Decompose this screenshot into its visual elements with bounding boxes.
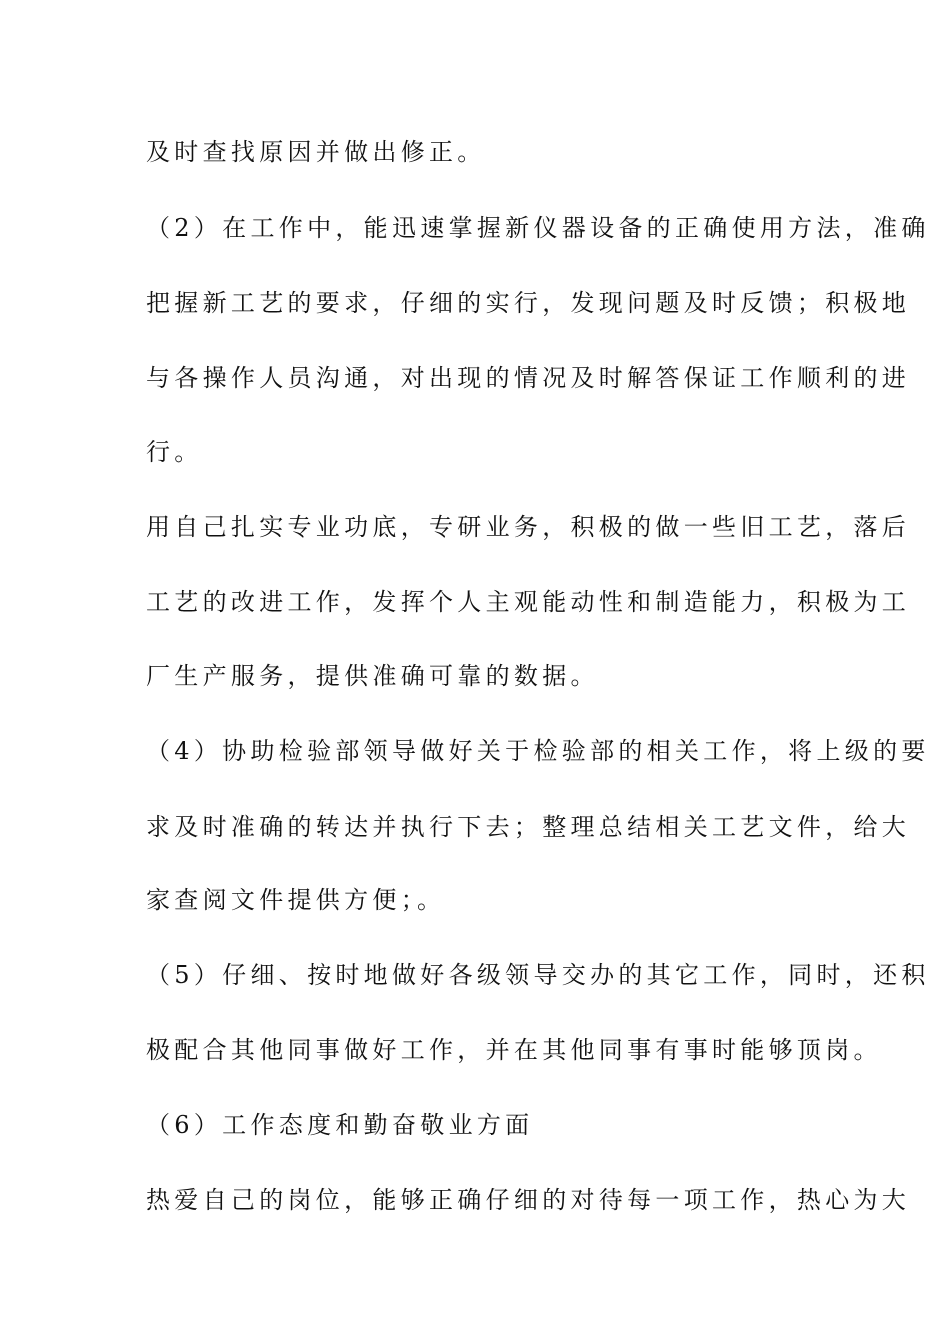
- paragraph-line: （5）仔细、按时地做好各级领导交办的其它工作，同时，还积: [146, 961, 930, 989]
- paragraph-line: 及时查找原因并做出修正。: [146, 138, 486, 166]
- paragraph-line: 与各操作人员沟通，对出现的情况及时解答保证工作顺利的进: [146, 364, 911, 392]
- paragraph-line: 极配合其他同事做好工作，并在其他同事有事时能够顶岗。: [146, 1036, 882, 1064]
- paragraph-line: 热爱自己的岗位，能够正确仔细的对待每一项工作，热心为大: [146, 1186, 911, 1214]
- paragraph-line: 工艺的改进工作，发挥个人主观能动性和制造能力，积极为工: [146, 588, 911, 616]
- paragraph-line: 把握新工艺的要求，仔细的实行，发现问题及时反馈；积极地: [146, 289, 911, 317]
- paragraph-line: 用自己扎实专业功底，专研业务，积极的做一些旧工艺，落后: [146, 513, 911, 541]
- paragraph-line: （6）工作态度和勤奋敬业方面: [146, 1111, 534, 1139]
- paragraph-line: 求及时准确的转达并执行下去；整理总结相关工艺文件，给大: [146, 813, 911, 841]
- paragraph-line: （2）在工作中，能迅速掌握新仪器设备的正确使用方法，准确: [146, 214, 930, 242]
- paragraph-line: 行。: [146, 438, 203, 466]
- paragraph-line: 家查阅文件提供方便；。: [146, 886, 446, 914]
- paragraph-line: （4）协助检验部领导做好关于检验部的相关工作，将上级的要: [146, 737, 930, 765]
- paragraph-line: 厂生产服务，提供准确可靠的数据。: [146, 662, 599, 690]
